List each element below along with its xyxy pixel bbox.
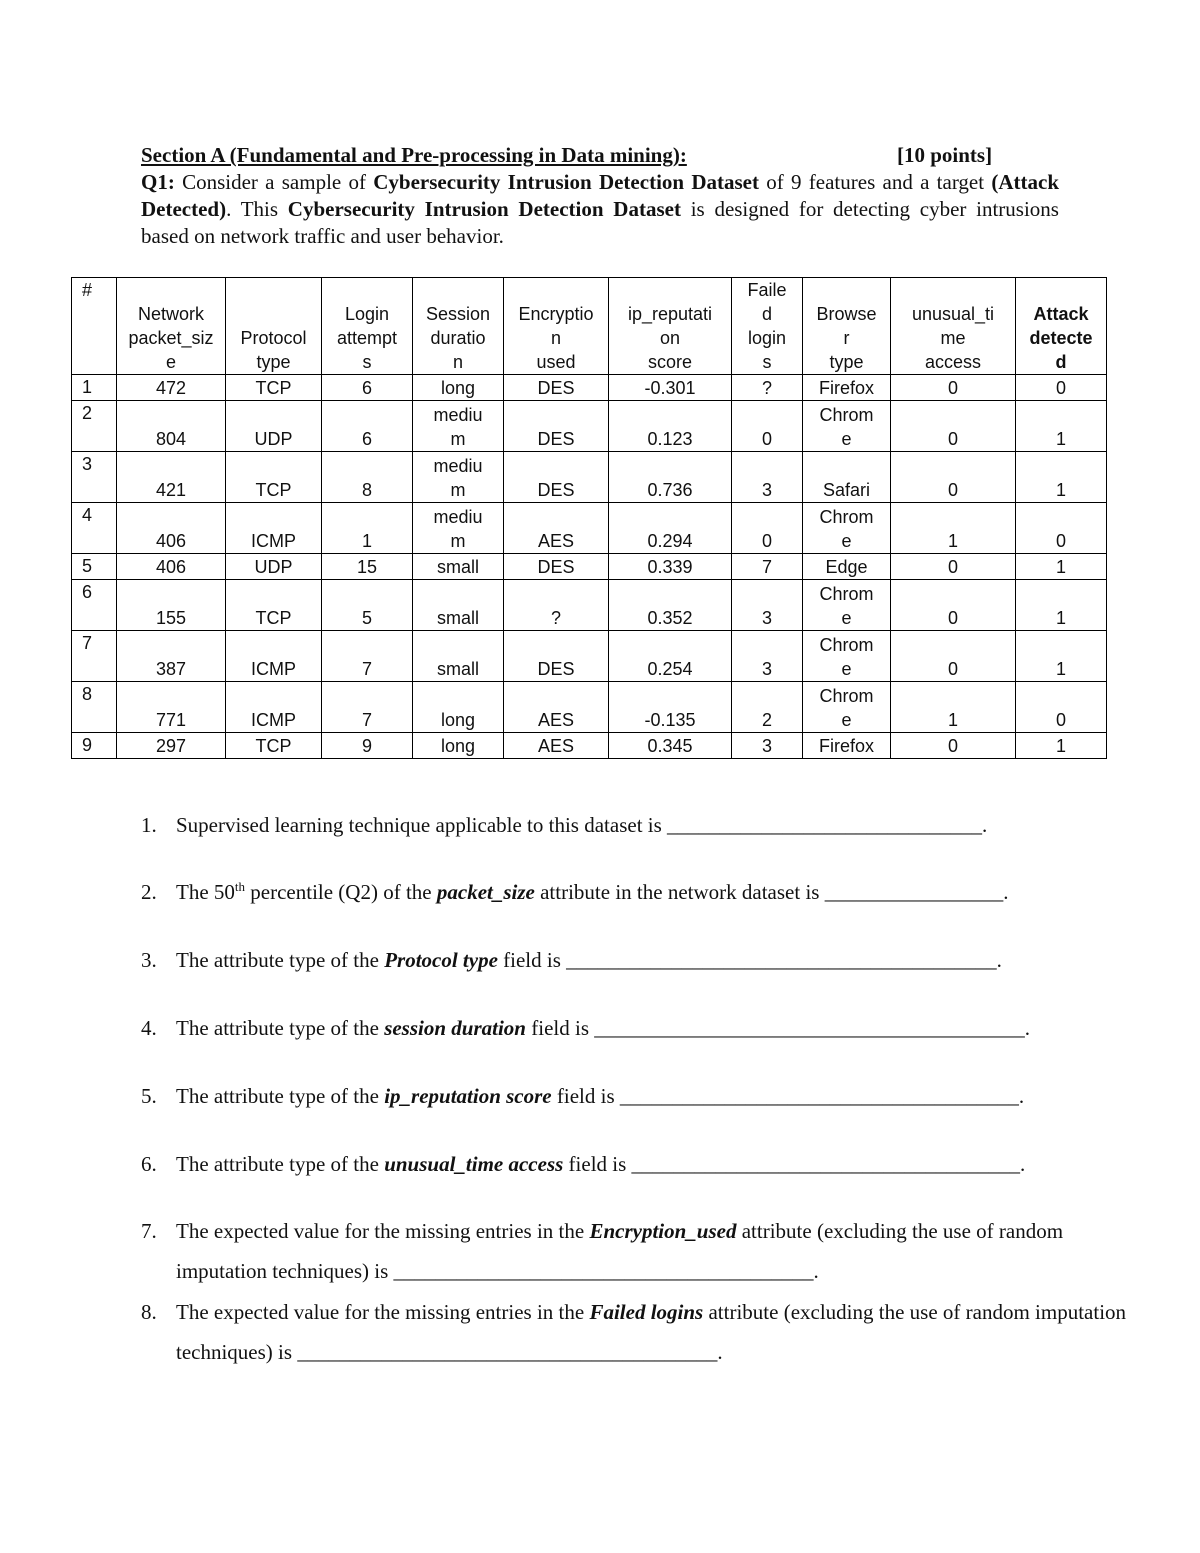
cell-session-duration: mediu m <box>413 401 504 452</box>
cell-unusual-time-access: 0 <box>891 401 1016 452</box>
attribute-name: Failed logins <box>589 1300 704 1324</box>
intro-text-2: of 9 features and a target <box>759 170 992 194</box>
column-header-session-duration: Session duratio n <box>413 278 504 375</box>
question-number: 4. <box>141 1016 157 1040</box>
question-number: 3. <box>141 948 157 972</box>
cell-protocol-type: ICMP <box>226 682 322 733</box>
question-text-post: attribute (excluding the use of random imputation techniques) is <box>176 1219 1064 1283</box>
cell-unusual-time-access: 0 <box>891 580 1016 631</box>
cell-unusual-time-access: 0 <box>891 452 1016 503</box>
cell-encryption-used: AES <box>504 682 609 733</box>
question-text <box>176 805 1141 845</box>
cell-failed-logins: 0 <box>732 503 803 554</box>
cell-packet-size: 472 <box>117 375 226 401</box>
column-header-unusual-time-access: unusual_ti me access <box>891 278 1016 375</box>
question-text-pre: Supervised learning technique applicable to this dataset is <box>176 813 668 837</box>
cell-index: 1 <box>72 375 117 401</box>
column-header-login-attempts: Login attempt s <box>322 278 413 375</box>
cell-failed-logins: 0 <box>732 401 803 452</box>
cell-browser-type: Safari <box>803 452 891 503</box>
question-text-post: field is <box>563 1152 632 1176</box>
cell-ip-reputation-score: 0.254 <box>609 631 732 682</box>
answer-blank: ______________________________________. <box>619 1084 1025 1108</box>
question-text-pre: The attribute type of the <box>176 1152 385 1176</box>
cell-failed-logins: 2 <box>732 682 803 733</box>
cell-encryption-used: DES <box>504 452 609 503</box>
question-text <box>176 1008 1141 1048</box>
column-header-protocol-type: Protocol type <box>226 278 322 375</box>
answer-blank: _________________________________________. <box>594 1016 1030 1040</box>
dataset-name: Cybersecurity Intrusion Detection Dataset <box>373 170 759 194</box>
question-text-post: attribute in the network dataset is <box>534 880 825 904</box>
cell-encryption-used: AES <box>504 733 609 759</box>
cell-ip-reputation-score: 0.294 <box>609 503 732 554</box>
question-text-pre: The attribute type of the <box>176 1016 385 1040</box>
attribute-name: Protocol type <box>384 948 498 972</box>
cell-index: 2 <box>72 401 117 452</box>
cell-browser-type: Chrom e <box>803 580 891 631</box>
question-text-post: field is <box>551 1084 620 1108</box>
attribute-name: unusual_time access <box>384 1152 564 1176</box>
cell-index: 4 <box>72 503 117 554</box>
question-item <box>141 805 1141 845</box>
cell-ip-reputation-score: -0.135 <box>609 682 732 733</box>
question-text-pre: The expected value for the missing entries in the <box>176 1219 590 1243</box>
target-name: (Attack Detected) <box>141 170 1060 221</box>
cell-failed-logins: 3 <box>732 733 803 759</box>
table-body <box>72 375 1107 759</box>
cell-ip-reputation-score: -0.301 <box>609 375 732 401</box>
question-number: 2. <box>141 880 157 904</box>
cell-packet-size: 155 <box>117 580 226 631</box>
question-number: 1. <box>141 813 157 837</box>
cell-attack-detected: 0 <box>1016 682 1107 733</box>
table-row <box>72 733 1107 759</box>
question-number: 8. <box>141 1300 157 1324</box>
answer-blank: ________________________________________. <box>297 1340 723 1364</box>
cell-protocol-type: UDP <box>226 401 322 452</box>
cell-protocol-type: TCP <box>226 375 322 401</box>
cell-login-attempts: 8 <box>322 452 413 503</box>
cell-session-duration: small <box>413 631 504 682</box>
column-header-encryption-used: Encryptio n used <box>504 278 609 375</box>
cell-packet-size: 297 <box>117 733 226 759</box>
table-header-row <box>72 278 1107 375</box>
cell-session-duration: small <box>413 580 504 631</box>
cell-failed-logins: 7 <box>732 554 803 580</box>
cell-browser-type: Chrom e <box>803 631 891 682</box>
table-row <box>72 503 1107 554</box>
cell-login-attempts: 5 <box>322 580 413 631</box>
cell-session-duration: mediu m <box>413 452 504 503</box>
question-intro <box>141 169 1059 250</box>
question-item <box>141 940 1141 980</box>
attribute-name: Encryption_used <box>589 1219 737 1243</box>
cell-session-duration: small <box>413 554 504 580</box>
question-text <box>176 1076 1141 1116</box>
intro-text-4: is designed for detecting cyber intrusions based on network traffic and user behavior. <box>141 197 1059 248</box>
question-text-post: field is <box>497 948 567 972</box>
question-item <box>141 1292 1141 1372</box>
question-text-pre: The 50 <box>176 880 235 904</box>
cell-browser-type: Edge <box>803 554 891 580</box>
question-text-pre: The attribute type of the <box>176 948 385 972</box>
answer-blank: _____________________________________. <box>631 1152 1026 1176</box>
question-number: 6. <box>141 1152 157 1176</box>
cell-browser-type: Chrom e <box>803 682 891 733</box>
cell-ip-reputation-score: 0.736 <box>609 452 732 503</box>
table-row <box>72 682 1107 733</box>
cell-index: 8 <box>72 682 117 733</box>
question-text-post: attribute (excluding the use of random imputation techniques) is <box>176 1300 1127 1364</box>
cell-ip-reputation-score: 0.345 <box>609 733 732 759</box>
attribute-name: packet_size <box>436 880 535 904</box>
question-text-pre: The expected value for the missing entries in the <box>176 1300 590 1324</box>
cell-attack-detected: 0 <box>1016 375 1107 401</box>
question-item <box>141 1008 1141 1048</box>
cell-attack-detected: 1 <box>1016 733 1107 759</box>
cell-session-duration: long <box>413 733 504 759</box>
cell-attack-detected: 0 <box>1016 503 1107 554</box>
cell-index: 5 <box>72 554 117 580</box>
question-item <box>141 1211 1141 1291</box>
question-text-post: field is <box>526 1016 595 1040</box>
cell-packet-size: 771 <box>117 682 226 733</box>
column-header-failed-logins: Faile d login s <box>732 278 803 375</box>
cell-browser-type: Firefox <box>803 733 891 759</box>
table-row <box>72 375 1107 401</box>
question-text <box>176 1292 1141 1372</box>
question-label: Q1: <box>141 170 175 194</box>
cell-attack-detected: 1 <box>1016 401 1107 452</box>
cell-failed-logins: 3 <box>732 452 803 503</box>
cell-attack-detected: 1 <box>1016 631 1107 682</box>
cell-index: 9 <box>72 733 117 759</box>
cell-protocol-type: TCP <box>226 733 322 759</box>
question-text-pre: The attribute type of the <box>176 1084 385 1108</box>
cell-login-attempts: 9 <box>322 733 413 759</box>
cell-browser-type: Chrom e <box>803 503 891 554</box>
table-row <box>72 452 1107 503</box>
cell-failed-logins: 3 <box>732 631 803 682</box>
cell-protocol-type: TCP <box>226 452 322 503</box>
answer-blank: ______________________________. <box>667 813 988 837</box>
answer-blank: _________________. <box>824 880 1009 904</box>
dataset-table <box>71 277 1107 759</box>
cell-unusual-time-access: 1 <box>891 682 1016 733</box>
cell-attack-detected: 1 <box>1016 580 1107 631</box>
question-text-mid: percentile (Q2) of the <box>245 880 437 904</box>
column-header-index: # <box>72 278 117 375</box>
cell-encryption-used: AES <box>504 503 609 554</box>
table-row <box>72 631 1107 682</box>
cell-protocol-type: ICMP <box>226 503 322 554</box>
cell-login-attempts: 7 <box>322 682 413 733</box>
dataset-name-2: Cybersecurity Intrusion Detection Dataset <box>287 197 681 221</box>
cell-login-attempts: 6 <box>322 375 413 401</box>
intro-text-1: Consider a sample of <box>174 170 374 194</box>
cell-ip-reputation-score: 0.352 <box>609 580 732 631</box>
cell-protocol-type: UDP <box>226 554 322 580</box>
cell-encryption-used: DES <box>504 554 609 580</box>
column-header-browser-type: Browse r type <box>803 278 891 375</box>
section-line <box>141 142 1059 169</box>
cell-attack-detected: 1 <box>1016 554 1107 580</box>
cell-unusual-time-access: 1 <box>891 503 1016 554</box>
table-row <box>72 401 1107 452</box>
question-item <box>141 872 1141 912</box>
question-text <box>176 1211 1141 1291</box>
attribute-name: ip_reputation score <box>384 1084 552 1108</box>
cell-encryption-used: DES <box>504 631 609 682</box>
cell-protocol-type: ICMP <box>226 631 322 682</box>
cell-login-attempts: 15 <box>322 554 413 580</box>
cell-ip-reputation-score: 0.339 <box>609 554 732 580</box>
table-row <box>72 580 1107 631</box>
cell-packet-size: 804 <box>117 401 226 452</box>
attribute-name: session duration <box>384 1016 526 1040</box>
cell-failed-logins: 3 <box>732 580 803 631</box>
question-number: 7. <box>141 1219 157 1243</box>
cell-login-attempts: 6 <box>322 401 413 452</box>
cell-packet-size: 406 <box>117 554 226 580</box>
cell-unusual-time-access: 0 <box>891 631 1016 682</box>
cell-packet-size: 387 <box>117 631 226 682</box>
section-points: [10 points] <box>897 143 993 167</box>
question-item <box>141 1144 1141 1184</box>
section-header <box>141 142 1059 250</box>
cell-attack-detected: 1 <box>1016 452 1107 503</box>
cell-session-duration: mediu m <box>413 503 504 554</box>
cell-login-attempts: 7 <box>322 631 413 682</box>
cell-index: 3 <box>72 452 117 503</box>
question-number: 5. <box>141 1084 157 1108</box>
section-title: Section A (Fundamental and Pre-processing in Data mining): <box>141 143 687 167</box>
answer-blank: _________________________________________. <box>566 948 1002 972</box>
intro-text-3: . This <box>226 197 288 221</box>
question-item <box>141 1076 1141 1116</box>
column-header-ip-reputation-score: ip_reputati on score <box>609 278 732 375</box>
cell-protocol-type: TCP <box>226 580 322 631</box>
cell-ip-reputation-score: 0.123 <box>609 401 732 452</box>
question-text <box>176 940 1141 980</box>
cell-session-duration: long <box>413 375 504 401</box>
cell-unusual-time-access: 0 <box>891 554 1016 580</box>
column-header-attack-detected: Attack detecte d <box>1016 278 1107 375</box>
cell-unusual-time-access: 0 <box>891 375 1016 401</box>
cell-index: 6 <box>72 580 117 631</box>
cell-failed-logins: ? <box>732 375 803 401</box>
question-text <box>176 1144 1141 1184</box>
cell-index: 7 <box>72 631 117 682</box>
column-header-packet-size: Network packet_siz e <box>117 278 226 375</box>
question-text <box>176 872 1141 912</box>
cell-encryption-used: DES <box>504 375 609 401</box>
answer-blank: ________________________________________. <box>393 1259 819 1283</box>
cell-encryption-used: DES <box>504 401 609 452</box>
cell-unusual-time-access: 0 <box>891 733 1016 759</box>
cell-browser-type: Chrom e <box>803 401 891 452</box>
cell-browser-type: Firefox <box>803 375 891 401</box>
cell-encryption-used: ? <box>504 580 609 631</box>
question-superscript: th <box>234 879 246 894</box>
table-row <box>72 554 1107 580</box>
cell-packet-size: 421 <box>117 452 226 503</box>
cell-login-attempts: 1 <box>322 503 413 554</box>
cell-packet-size: 406 <box>117 503 226 554</box>
cell-session-duration: long <box>413 682 504 733</box>
